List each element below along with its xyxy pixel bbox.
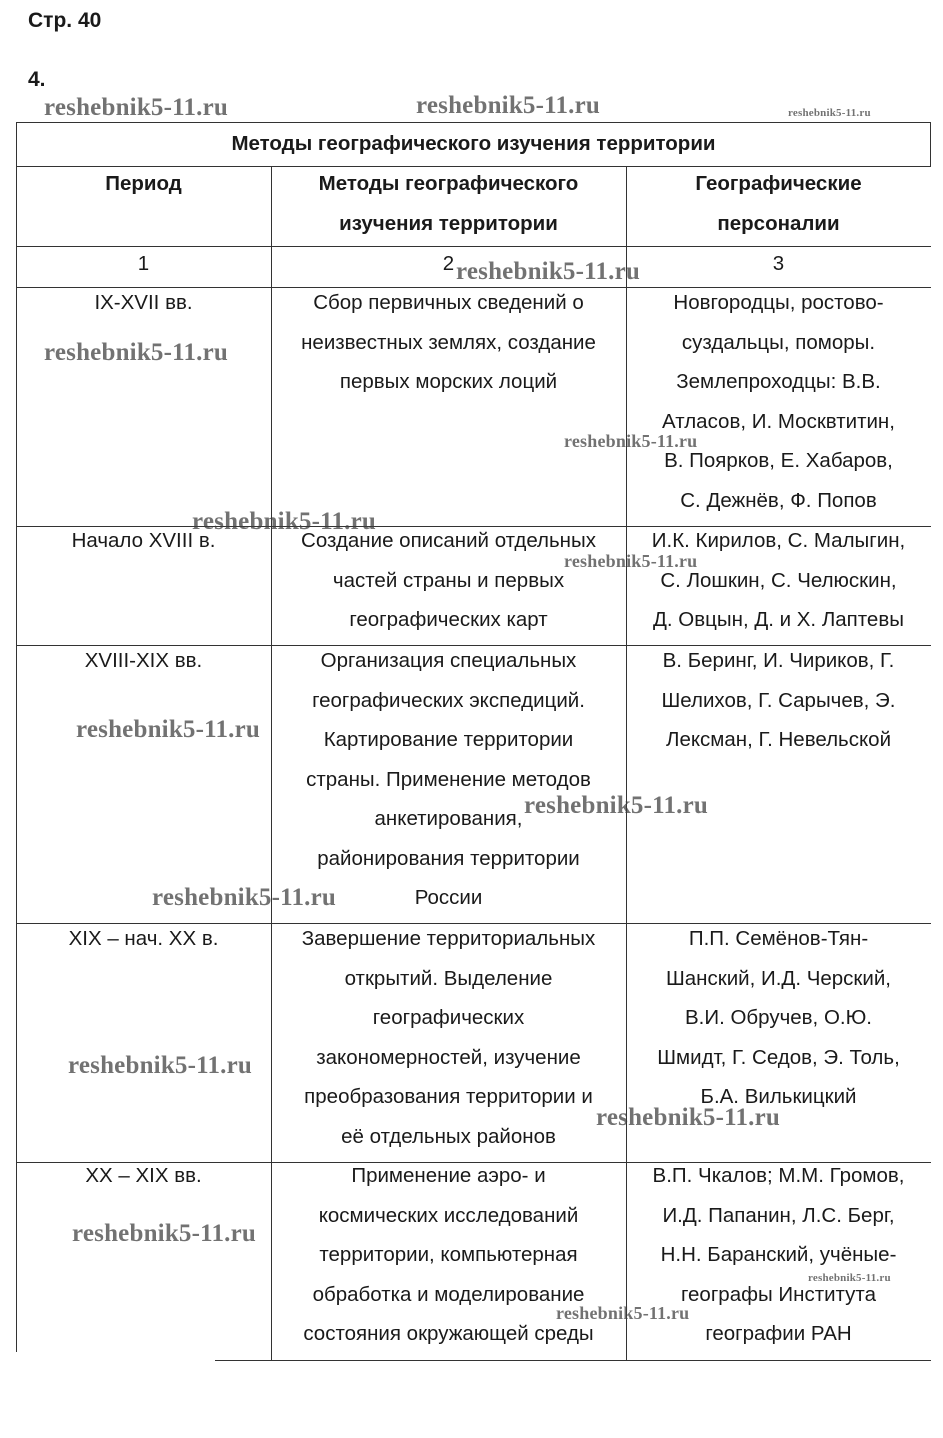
watermark: reshebnik5-11.ru xyxy=(44,339,229,366)
cell-line: П.П. Семёнов-Тян- xyxy=(688,927,869,950)
header-period-line: Период xyxy=(105,172,182,195)
cell-line: открытий. Выделение xyxy=(344,966,553,990)
cell-line: Шанский, И.Д. Черский, xyxy=(665,966,891,990)
watermark: reshebnik5-11.ru xyxy=(68,1052,253,1079)
cell-line: Новгородцы, ростово- xyxy=(673,291,884,314)
cell-line: XVIII-XIX вв. xyxy=(84,649,203,672)
row-period xyxy=(16,641,271,681)
row-persons xyxy=(626,919,931,1117)
row-period xyxy=(16,919,271,959)
cell-line: Шмидт, Г. Седов, Э. Толь, xyxy=(657,1045,900,1069)
cell-line: географических экспедиций. xyxy=(312,688,585,712)
cell-line: В. Поярков, Е. Хабаров, xyxy=(664,449,893,472)
watermark: reshebnik5-11.ru xyxy=(564,551,698,571)
cell-line: России xyxy=(414,886,483,909)
watermark: reshebnik5-11.ru xyxy=(152,884,337,911)
table-line xyxy=(16,122,931,123)
cell-line: И.К. Кирилов, С. Малыгин, xyxy=(651,529,906,552)
row-period xyxy=(16,1156,271,1196)
cell-line: Завершение территориальных xyxy=(301,927,596,950)
watermark: reshebnik5-11.ru xyxy=(808,1272,891,1284)
row-methods xyxy=(271,283,626,402)
watermark: reshebnik5-11.ru xyxy=(524,792,709,819)
cell-line: обработка и моделирование xyxy=(312,1282,585,1306)
cell-line: XX – XIX вв. xyxy=(85,1164,202,1187)
cell-line: Атласов, И. Москвтитин, xyxy=(662,409,895,433)
row-methods xyxy=(271,919,626,1156)
row-methods xyxy=(271,641,626,918)
header-persons-line: Географические xyxy=(695,172,862,195)
watermark: reshebnik5-11.ru xyxy=(556,1303,690,1323)
watermark: reshebnik5-11.ru xyxy=(788,107,871,119)
cell-line: неизвестных землях, создание xyxy=(301,330,596,354)
cell-line: страны. Применение методов xyxy=(306,767,591,791)
cell-line: IX-XVII вв. xyxy=(94,291,193,314)
cell-line: Лексман, Г. Невельской xyxy=(665,728,892,751)
cell-line: географии РАН xyxy=(705,1322,852,1345)
header-persons xyxy=(626,164,931,243)
page-label: Стр. 40 xyxy=(28,9,102,32)
row-persons xyxy=(626,521,931,640)
watermark: reshebnik5-11.ru xyxy=(192,508,377,535)
cell-line: С. Дежнёв, Ф. Попов xyxy=(680,488,877,512)
cell-line: В.И. Обручев, О.Ю. xyxy=(684,1006,872,1029)
cell-line: суздальцы, поморы. xyxy=(681,330,876,354)
row-methods xyxy=(271,521,626,640)
cell-line: географических xyxy=(372,1006,525,1029)
cell-line: Начало XVIII в. xyxy=(71,529,216,552)
cell-line: анкетирования, xyxy=(374,807,523,830)
cell-line: Картирование территории xyxy=(323,728,574,751)
cell-line: С. Лошкин, С. Челюскин, xyxy=(660,568,897,592)
header-methods-line: Методы географического xyxy=(318,172,579,195)
cell-line: частей страны и первых xyxy=(332,568,565,592)
cell-line: Применение аэро- и xyxy=(351,1164,546,1187)
cell-line: Шелихов, Г. Сарычев, Э. xyxy=(661,688,896,712)
cell-line: первых морских лоций xyxy=(339,370,558,393)
cell-line: преобразования территории и xyxy=(304,1085,593,1108)
cell-line: районирования территории xyxy=(317,846,580,870)
watermark: reshebnik5-11.ru xyxy=(456,258,641,285)
row-persons xyxy=(626,641,931,760)
header-methods xyxy=(271,164,626,243)
row-persons xyxy=(626,283,931,520)
cell-line: состояния окружающей среды xyxy=(303,1322,594,1345)
cell-line: географических карт xyxy=(349,608,548,631)
column-number: 3 xyxy=(772,252,785,275)
cell-line: территории, компьютерная xyxy=(319,1243,578,1266)
cell-line: географы Института xyxy=(681,1282,876,1306)
watermark: reshebnik5-11.ru xyxy=(72,1220,257,1247)
cell-line: её отдельных районов xyxy=(341,1124,556,1148)
row-period xyxy=(16,283,271,323)
cell-line: Организация специальных xyxy=(320,649,577,672)
table-title: Методы географического изучения территории xyxy=(231,132,716,155)
column-number: 2 xyxy=(442,252,455,275)
header-methods-line: изучения территории xyxy=(339,211,558,235)
cell-line: В. Беринг, И. Чириков, Г. xyxy=(662,649,895,672)
cell-line: закономерностей, изучение xyxy=(316,1045,581,1069)
cell-line: Создание описаний отдельных xyxy=(301,529,596,552)
cell-line: Сбор первичных сведений о xyxy=(313,291,584,314)
cell-line: В.П. Чкалов; М.М. Громов, xyxy=(652,1164,905,1187)
cell-line: Землепроходцы: В.В. xyxy=(676,370,881,393)
watermark: reshebnik5-11.ru xyxy=(44,94,229,121)
column-number: 1 xyxy=(137,252,150,275)
cell-line: И.Д. Папанин, Л.С. Берг, xyxy=(662,1203,895,1227)
watermark: reshebnik5-11.ru xyxy=(76,716,261,743)
task-number: 4. xyxy=(28,68,46,91)
cell-line: Б.А. Вилькицкий xyxy=(700,1085,857,1108)
cell-line: XIX – нач. XX в. xyxy=(68,927,219,950)
header-persons-line: персоналии xyxy=(717,211,840,235)
watermark: reshebnik5-11.ru xyxy=(564,431,698,451)
cell-line: космических исследований xyxy=(318,1203,579,1227)
watermark: reshebnik5-11.ru xyxy=(416,92,601,119)
table-line xyxy=(215,1360,931,1361)
header-period xyxy=(16,164,271,204)
watermark: reshebnik5-11.ru xyxy=(596,1104,781,1131)
cell-line: Н.Н. Баранский, учёные- xyxy=(660,1243,897,1266)
cell-line: Д. Овцын, Д. и Х. Лаптевы xyxy=(653,608,904,631)
